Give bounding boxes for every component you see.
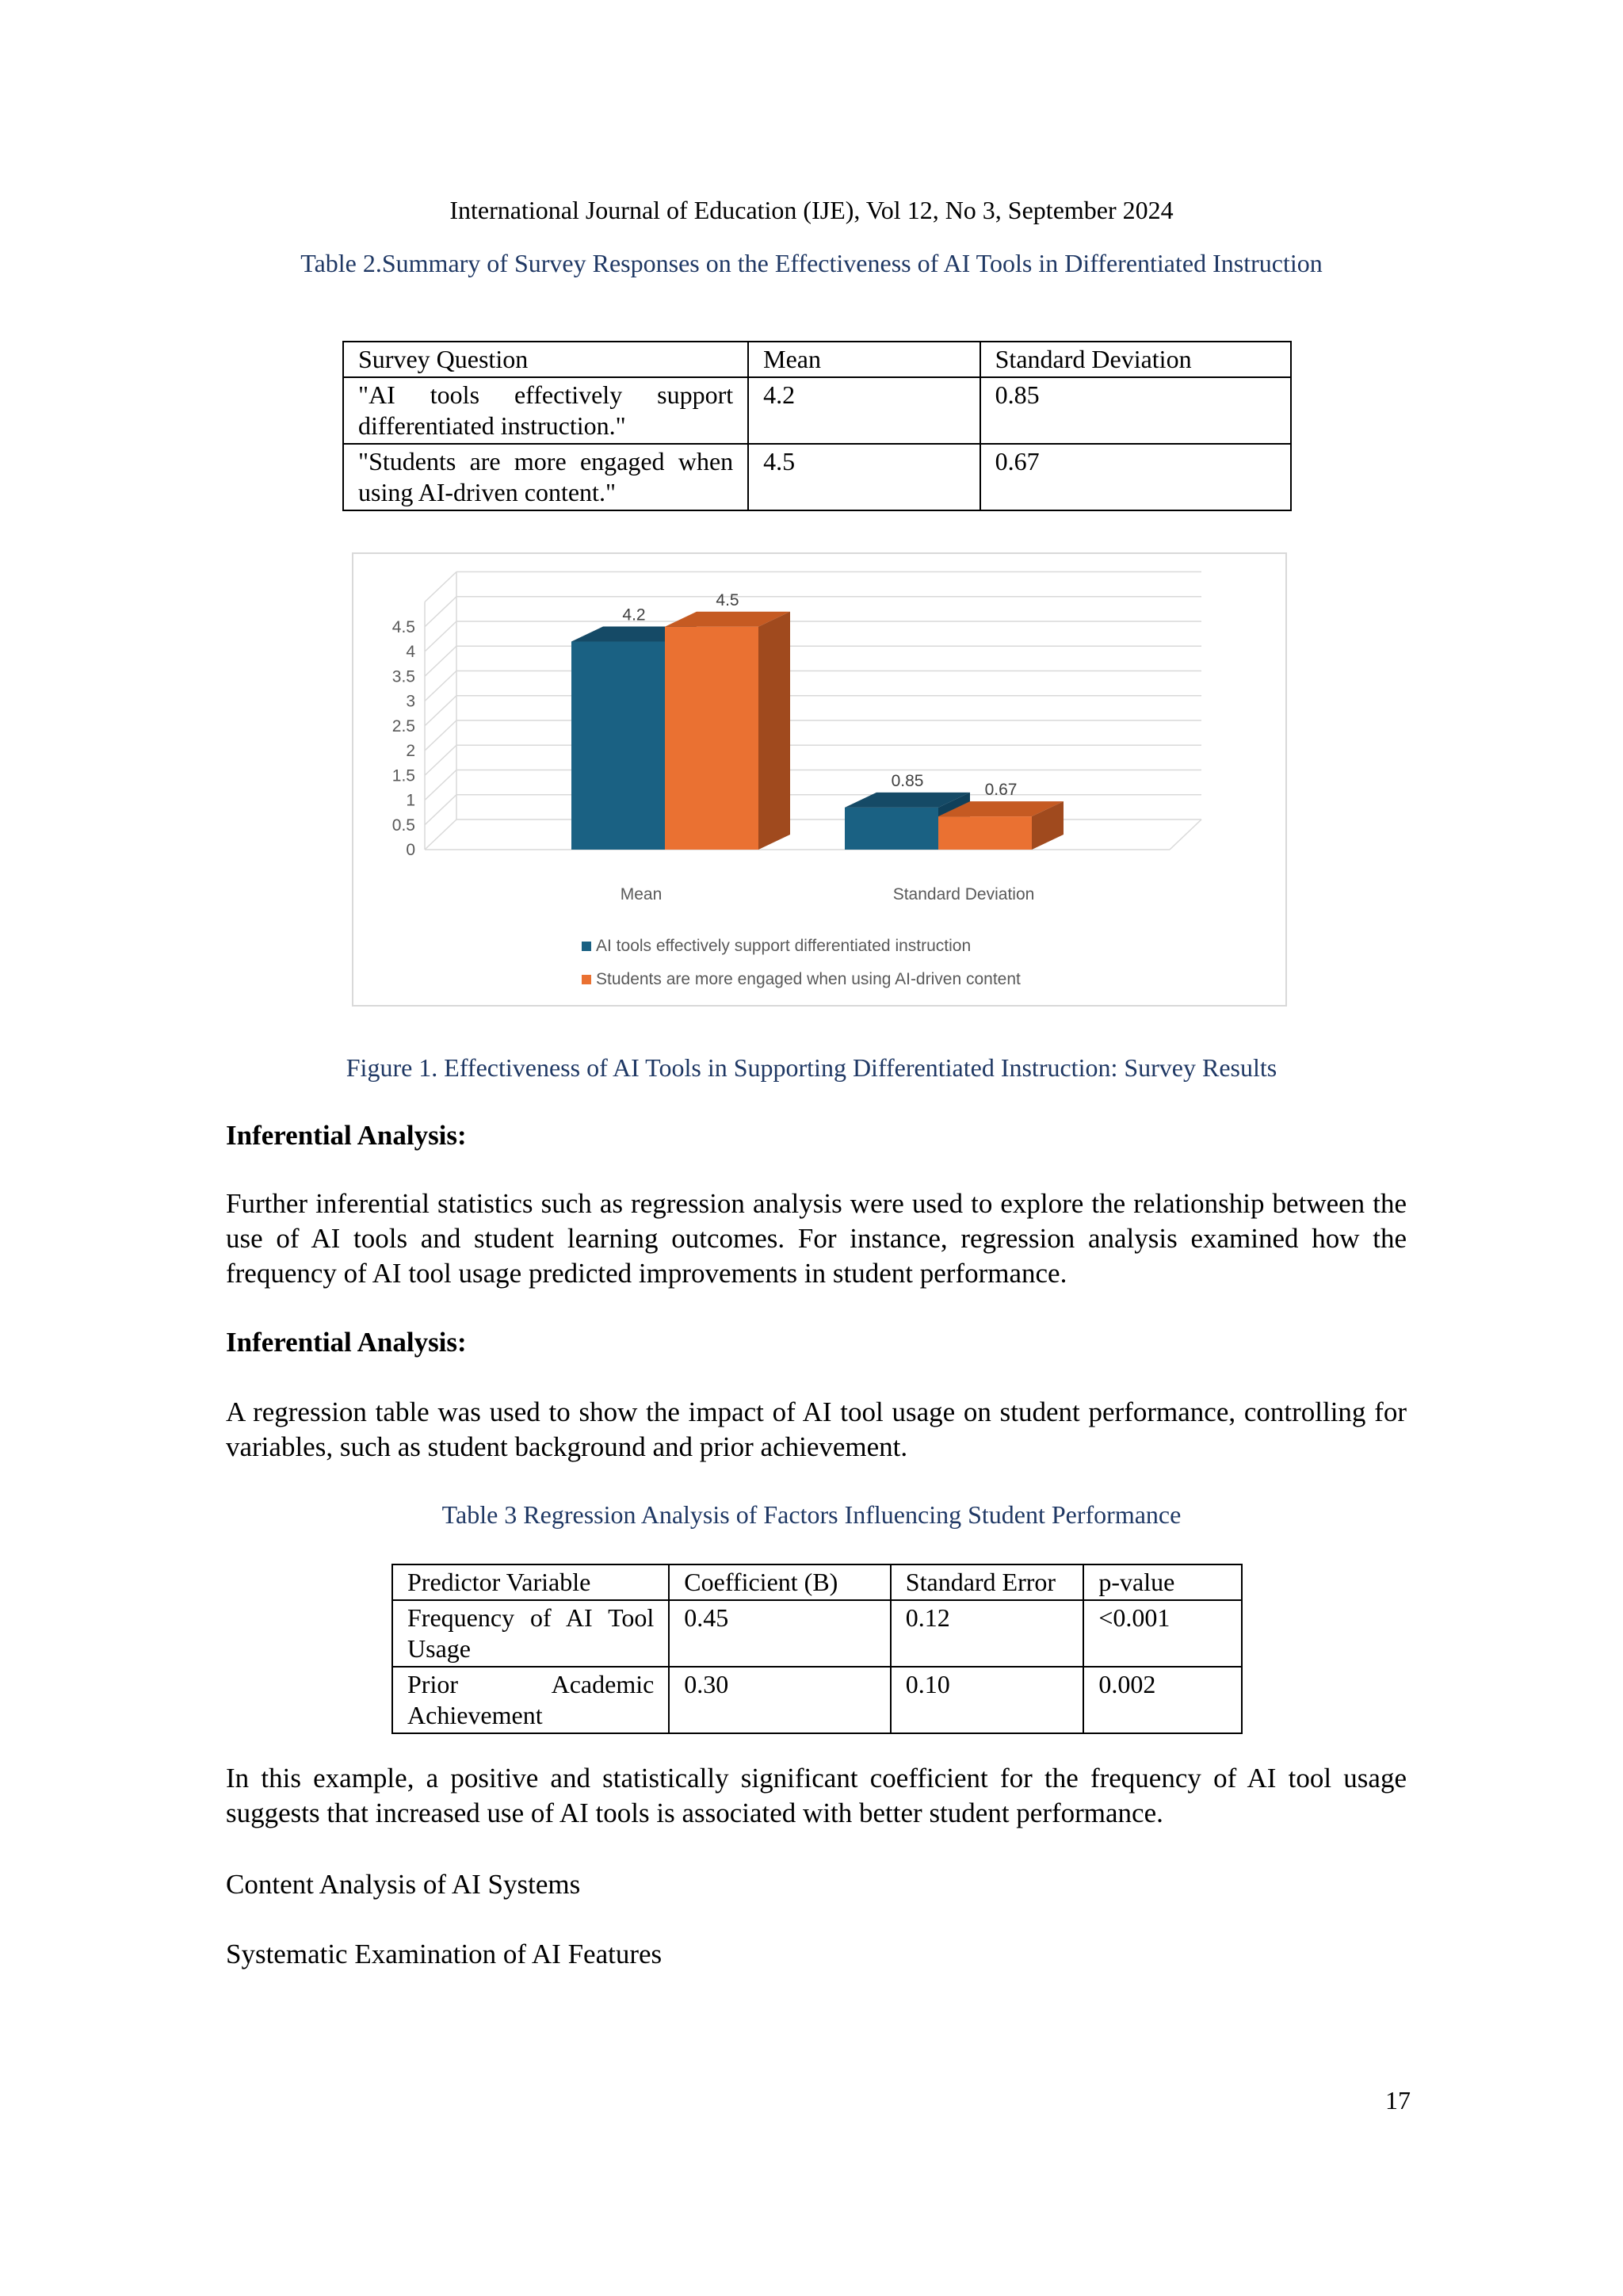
figure1-caption: Figure 1. Effectiveness of AI Tools in Supporting Differentiated Instruction: Survey Results xyxy=(346,1053,1277,1082)
table2-sd-cell: 0.67 xyxy=(980,444,1291,510)
table2-question-cell xyxy=(343,444,748,510)
table2-header-cell: Survey Question xyxy=(343,342,748,377)
y-tick-label: 4.5 xyxy=(391,617,415,636)
gridline-depth xyxy=(425,572,456,602)
page-number: 17 xyxy=(1385,2086,1411,2115)
table3-p-cell: 0.002 xyxy=(1083,1667,1242,1733)
table3-caption: Table 3 Regression Analysis of Factors Influencing Student Performance xyxy=(441,1500,1182,1529)
data-label: 4.5 xyxy=(716,590,739,609)
subheading-line: Content Analysis of AI Systems xyxy=(226,1869,581,1900)
legend-swatch xyxy=(582,975,591,984)
category-label: Standard Deviation xyxy=(892,885,1035,904)
y-tick-label: 2 xyxy=(406,742,415,760)
legend-label: Students are more engaged when using AI-driven content xyxy=(596,970,1021,988)
table3 xyxy=(391,1564,1243,1734)
paragraph: Further inferential statistics such as regression analysis were used to explore the relationship between the use of AI tools and student learning outcomes. For instance, regression analysis examined how the frequency of AI tool usage predicted improvements in student performance. xyxy=(226,1188,1407,1289)
table2-question-cell xyxy=(343,377,748,444)
table2-sd-cell: 0.85 xyxy=(980,377,1291,444)
gridline-depth xyxy=(425,597,456,627)
bar-front xyxy=(665,627,758,850)
table2 xyxy=(342,341,1292,511)
bar-front xyxy=(845,808,938,850)
table3-p-cell: <0.001 xyxy=(1083,1600,1242,1667)
question-line: "AI tools effectively support xyxy=(358,380,734,409)
table3-coef-cell: 0.30 xyxy=(669,1667,891,1733)
gridline-depth xyxy=(425,745,456,775)
variable-line: Usage xyxy=(407,1634,471,1663)
table-row xyxy=(392,1600,1242,1667)
y-tick-label: 2.5 xyxy=(391,716,415,735)
subheading-line: Systematic Examination of AI Features xyxy=(226,1939,663,1969)
table2-header-cell: Mean xyxy=(748,342,980,377)
variable-line: Frequency of AI Tool xyxy=(407,1603,655,1632)
question-line: using AI-driven content." xyxy=(358,478,616,506)
table3-header-cell: p-value xyxy=(1083,1564,1242,1600)
legend-swatch xyxy=(582,942,591,951)
paragraph: A regression table was used to show the impact of AI tool usage on student performance, controlling for variables, such as student background and prior achievement. xyxy=(226,1396,1407,1462)
question-line: differentiated instruction." xyxy=(358,411,626,440)
table3-se-cell: 0.12 xyxy=(891,1600,1084,1667)
gridline-depth xyxy=(425,696,456,726)
table2-header-row xyxy=(343,342,1291,377)
table3-header-cell: Predictor Variable xyxy=(392,1564,669,1600)
table3-header-cell: Coefficient (B) xyxy=(669,1564,891,1600)
paragraph: In this example, a positive and statistically significant coefficient for the frequency of AI tool usage suggests that increased use of AI tools is associated with better student performance. xyxy=(226,1763,1407,1828)
floor-right-edge xyxy=(1170,819,1201,850)
table3-se-cell: 0.10 xyxy=(891,1667,1084,1733)
gridline-depth xyxy=(425,770,456,800)
y-tick-label: 1 xyxy=(406,791,415,810)
category-label: Mean xyxy=(620,885,663,904)
journal-header: International Journal of Education (IJE), Vol 12, No 3, September 2024 xyxy=(449,196,1174,224)
bar-front xyxy=(571,642,665,850)
y-tick-label: 3.5 xyxy=(391,667,415,686)
y-tick-label: 0.5 xyxy=(391,816,415,835)
y-tick-label: 3 xyxy=(406,692,415,711)
gridline-depth xyxy=(425,819,456,850)
table2-caption: Table 2.Summary of Survey Responses on the Effectiveness of AI Tools in Differentiated Instruction xyxy=(300,249,1323,277)
data-label: 0.67 xyxy=(984,781,1018,800)
gridline-depth xyxy=(425,720,456,751)
data-label: 0.85 xyxy=(891,771,924,790)
table-row xyxy=(343,444,1291,510)
table3-coef-cell: 0.45 xyxy=(669,1600,891,1667)
table3-variable-cell xyxy=(392,1667,669,1733)
table2-header-cell: Standard Deviation xyxy=(980,342,1291,377)
variable-line: Achievement xyxy=(407,1701,543,1729)
gridline-depth xyxy=(425,671,456,701)
bar-front xyxy=(938,816,1032,850)
y-tick-label: 4 xyxy=(406,643,415,661)
bar-chart-svg xyxy=(353,554,1285,1005)
bar-side xyxy=(758,612,790,850)
question-line: "Students are more engaged when xyxy=(358,447,734,476)
data-label: 4.2 xyxy=(622,606,646,625)
variable-line: Prior Academic xyxy=(407,1670,655,1698)
table2-mean-cell: 4.2 xyxy=(748,377,980,444)
y-tick-label: 1.5 xyxy=(391,766,415,785)
table-row xyxy=(343,377,1291,444)
table3-header-row xyxy=(392,1564,1242,1600)
legend-label: AI tools effectively support differentiated instruction xyxy=(596,937,972,955)
gridline-depth xyxy=(425,795,456,825)
section-title: Inferential Analysis: xyxy=(226,1120,467,1151)
gridline-depth xyxy=(425,646,456,676)
table2-mean-cell: 4.5 xyxy=(748,444,980,510)
table3-variable-cell xyxy=(392,1600,669,1667)
gridline-depth xyxy=(425,621,456,651)
y-tick-label: 0 xyxy=(406,841,415,859)
section-title: Inferential Analysis: xyxy=(226,1327,467,1358)
table3-header-cell: Standard Error xyxy=(891,1564,1084,1600)
table-row xyxy=(392,1667,1242,1733)
figure1-chart xyxy=(352,552,1287,1007)
